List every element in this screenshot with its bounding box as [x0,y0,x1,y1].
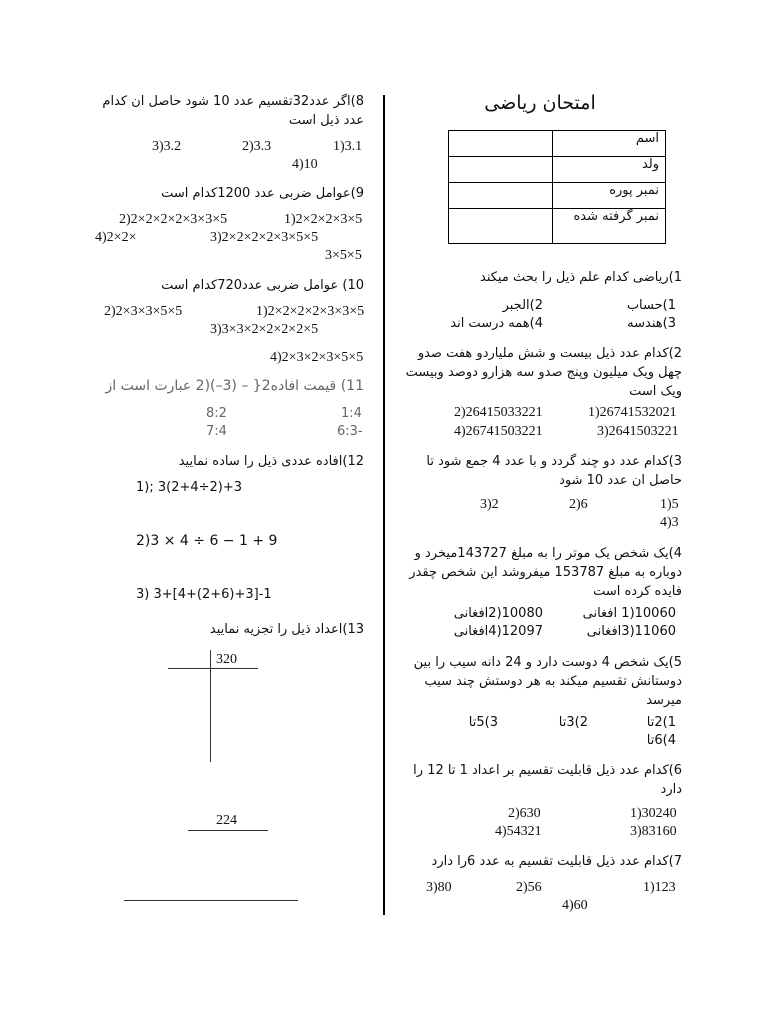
question-12: 12)افاده عددی ذیل را ساده نمایید [178,454,364,469]
column-divider [383,95,385,915]
question-1: 1)ریاضی کدام علم ذیل را بحث میکند [480,270,682,285]
question-11: 11) قیمت افاده2{ – (3–)(2 عبارت است از [105,378,364,394]
q2-option-4[interactable]: 26741503221(4 [454,424,543,439]
q9-option-1[interactable]: 5×3×2×2×2(1 [284,212,363,227]
q2-option-3[interactable]: 2641503221(3 [597,424,679,439]
question-8: 8)اگر عدد32تقسیم عدد 10 شود حاصل ان کدام عدد ذیل است [102,94,364,128]
q11-option-2[interactable]: 8:2 [206,406,227,421]
q9-option-4[interactable]: ×2×2(4 [95,230,137,245]
q4-option-3[interactable]: 11060(3افغانی [586,624,676,639]
question-13: 13)اعداد ذیل را تجزیه نمایید [209,622,364,637]
q10-option-4[interactable]: 5×5×3×2×3×2(4 [270,350,364,365]
q12-expression-2: 2)3 × 4 ÷ 6 − 1 + 9 [136,533,278,549]
q5-option-1[interactable]: 1)2تا [646,715,676,730]
factor-number-320: 320 [216,652,237,667]
factor-horizontal-line [168,668,258,669]
info-value-cell[interactable] [449,131,553,157]
q4-option-1[interactable]: 10060(1 افغانی [582,606,676,621]
q6-option-3[interactable]: 83160(3 [630,824,677,839]
q7-option-1[interactable]: 123(1 [643,880,676,895]
q3-option-2[interactable]: 6(2 [569,497,588,512]
info-value-cell[interactable] [449,157,553,183]
q1-option-4[interactable]: 4)همه درست اند [450,316,543,331]
q8-option-2[interactable]: 3.3(2 [242,139,272,154]
q6-option-4[interactable]: 54321(4 [495,824,542,839]
info-value-cell[interactable] [449,209,553,244]
q7-option-4[interactable]: 60(4 [562,898,588,913]
q5-option-4[interactable]: 4)6تا [646,733,676,748]
q6-option-2[interactable]: 630(2 [508,806,541,821]
question-6: 6)کدام عدد ذیل قابلیت تقسیم بر اعداد 1 تا 12 را دارد [413,763,682,797]
question-10: 10) عوامل ضربی عدد720کدام است [161,278,364,293]
q2-option-1[interactable]: 26741532021(1 [588,405,677,420]
q5-option-2[interactable]: 2)3تا [558,715,588,730]
info-label-obtained-score: نمبر گرفته شده [553,209,666,244]
q7-option-3[interactable]: 80(3 [426,880,452,895]
q3-option-1[interactable]: 5(1 [660,497,679,512]
q8-option-3[interactable]: 3.2(3 [152,139,182,154]
question-4: 4)یک شخص یک موتر را به مبلغ 143727میخرد و دوباره به مبلغ 153787 میفروشد این شخص چقدر فایده کرده است [409,546,682,599]
question-9: 9)عوامل ضربی عدد 1200کدام است [161,186,364,201]
q7-option-2[interactable]: 56(2 [516,880,542,895]
student-info-table [448,130,666,244]
q5-option-3[interactable]: 3)5تا [468,715,498,730]
q9-option-2[interactable]: 5×3×3×2×2×2×2(2 [119,212,228,227]
q12-expression-1: 1); 3(2+4÷2)+3 [136,480,243,495]
info-value-cell[interactable] [449,183,553,209]
q10-option-3[interactable]: 5×2×2×2×2×3×3(3 [210,322,319,337]
q2-option-2[interactable]: 26415033221(2 [454,405,543,420]
factor-vertical-line [210,650,211,762]
q1-option-1[interactable]: 1)حساب [626,298,676,313]
q9-option-4-cont: 5×5×3 [325,248,362,263]
factor-horizontal-line [188,830,268,831]
exam-title: امتحان ریاضی [484,92,596,114]
q1-option-2[interactable]: 2)الجبر [502,298,543,313]
q10-option-2[interactable]: 5×5×3×3×2(2 [104,304,183,319]
q11-option-4[interactable]: 7:4 [206,424,227,439]
q3-option-3[interactable]: 2(3 [480,497,499,512]
info-label-total-score: نمبر پوره [553,183,666,209]
q9-option-3[interactable]: 5×5×3×2×2×2×2(3 [210,230,319,245]
question-3: 3)کدام عدد دو چند گردد و با عدد 4 جمع شود تا حاصل ان عدد 10 شود [426,454,682,488]
question-5: 5)یک شخص 4 دوست دارد و 24 دانه سیب را بین دوستانش تقسیم میکند به هر دوستش چند سیب میرسد [413,655,682,708]
info-label-name: اسم [553,131,666,157]
q1-option-3[interactable]: 3)هندسه [627,316,676,331]
q3-option-4[interactable]: 3(4 [660,515,679,530]
q6-option-1[interactable]: 30240(1 [630,806,677,821]
q4-option-4[interactable]: 12097(4افغانی [453,624,543,639]
bottom-rule [124,900,298,901]
q11-option-3[interactable]: -6:3 [337,424,363,439]
q8-option-1[interactable]: 3.1(1 [333,139,363,154]
question-2: 2)کدام عدد ذیل بیست و شش ملیاردو هفت صدو چهل ویک میلیون وپنج صدو سه هزارو دوصد وبیست ویک است [405,346,682,399]
info-label-father: ولد [553,157,666,183]
question-7: 7)کدام عدد ذیل قابلیت تقسیم به عدد 6را دارد [431,854,682,869]
factor-number-224: 224 [216,813,237,828]
q10-option-1[interactable]: 5×3×3×2×2×2×2(1 [256,304,365,319]
q8-option-4[interactable]: 10(4 [292,157,318,172]
q11-option-1[interactable]: 1:4 [341,406,362,421]
q4-option-2[interactable]: 10080(2افغانی [453,606,543,621]
q12-expression-3: 3) 3+[4+(2+6)+3]-1 [136,587,272,602]
